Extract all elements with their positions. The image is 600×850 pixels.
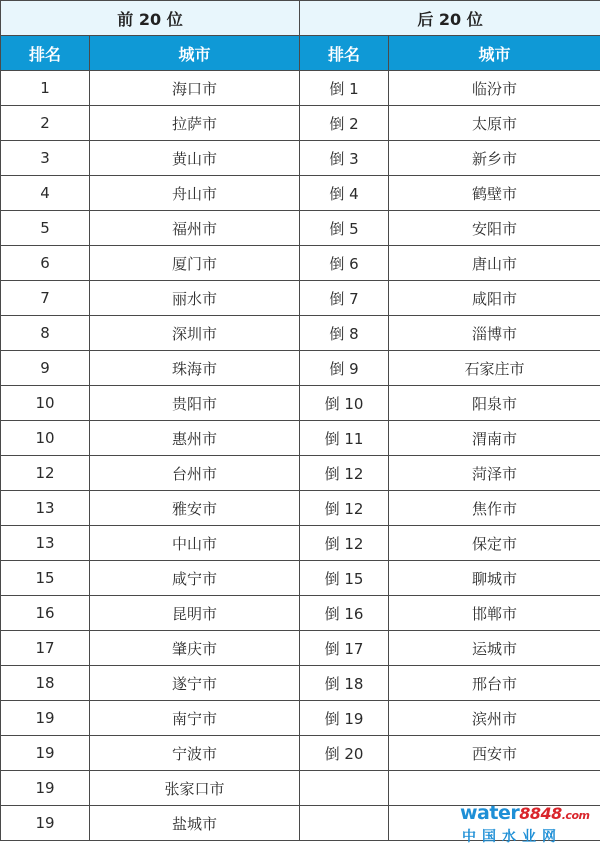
bottom-city-cell: 鹤壁市	[389, 176, 600, 211]
top-rank-cell: 13	[1, 526, 90, 561]
top-city-cell: 张家口市	[90, 771, 300, 806]
top-city-cell: 咸宁市	[90, 561, 300, 596]
bottom-city-cell: 邯郸市	[389, 596, 600, 631]
bottom-city-cell: 临汾市	[389, 71, 600, 106]
watermark-brand-cn: 中国水业网	[462, 829, 562, 845]
top-city-cell: 贵阳市	[90, 386, 300, 421]
table-row	[1, 736, 600, 771]
bottom-rank-cell: 倒 20	[300, 736, 389, 771]
top-city-cell: 福州市	[90, 211, 300, 246]
ranking-table-body	[1, 71, 600, 841]
group-header-row	[1, 1, 600, 36]
bottom-city-cell: 保定市	[389, 526, 600, 561]
top-city-cell: 南宁市	[90, 701, 300, 736]
top-rank-cell: 10	[1, 421, 90, 456]
bottom-rank-cell	[300, 771, 389, 806]
top-rank-cell: 2	[1, 106, 90, 141]
top-city-cell: 惠州市	[90, 421, 300, 456]
top-rank-cell: 19	[1, 806, 90, 841]
top-rank-cell: 19	[1, 736, 90, 771]
bottom-rank-cell: 倒 6	[300, 246, 389, 281]
table-row	[1, 316, 600, 351]
bottom-rank-cell	[300, 806, 389, 841]
table-row	[1, 631, 600, 666]
bottom-city-cell: 阳泉市	[389, 386, 600, 421]
table-row	[1, 491, 600, 526]
top-city-cell: 雅安市	[90, 491, 300, 526]
bottom-city-column-header: 城市	[389, 36, 600, 71]
top-rank-cell: 17	[1, 631, 90, 666]
bottom-rank-cell: 倒 5	[300, 211, 389, 246]
bottom-rank-cell: 倒 17	[300, 631, 389, 666]
table-row	[1, 141, 600, 176]
top-rank-cell: 12	[1, 456, 90, 491]
table-row	[1, 596, 600, 631]
bottom-city-cell: 唐山市	[389, 246, 600, 281]
top-rank-column-header: 排名	[1, 36, 90, 71]
table-row	[1, 71, 600, 106]
top-rank-cell: 6	[1, 246, 90, 281]
top-rank-cell: 9	[1, 351, 90, 386]
top-city-cell: 舟山市	[90, 176, 300, 211]
top-rank-cell: 18	[1, 666, 90, 701]
bottom-rank-cell: 倒 18	[300, 666, 389, 701]
bottom-rank-cell: 倒 12	[300, 526, 389, 561]
table-row	[1, 211, 600, 246]
bottom-rank-cell: 倒 12	[300, 456, 389, 491]
top-rank-cell: 15	[1, 561, 90, 596]
table-row	[1, 386, 600, 421]
bottom-rank-cell: 倒 7	[300, 281, 389, 316]
water8848-watermark-logo	[460, 802, 592, 846]
bottom-rank-cell: 倒 1	[300, 71, 389, 106]
top-rank-cell: 4	[1, 176, 90, 211]
bottom-rank-cell: 倒 11	[300, 421, 389, 456]
bottom-city-cell: 滨州市	[389, 701, 600, 736]
bottom-city-cell: 咸阳市	[389, 281, 600, 316]
bottom-20-header: 后 20 位	[300, 1, 600, 36]
top-rank-cell: 7	[1, 281, 90, 316]
top-rank-cell: 3	[1, 141, 90, 176]
top-rank-cell: 1	[1, 71, 90, 106]
top-city-cell: 丽水市	[90, 281, 300, 316]
table-row	[1, 246, 600, 281]
bottom-rank-cell: 倒 3	[300, 141, 389, 176]
table-row	[1, 456, 600, 491]
bottom-city-cell: 运城市	[389, 631, 600, 666]
top-rank-cell: 5	[1, 211, 90, 246]
table-row	[1, 771, 600, 806]
bottom-rank-cell: 倒 2	[300, 106, 389, 141]
bottom-city-cell: 安阳市	[389, 211, 600, 246]
top-city-cell: 厦门市	[90, 246, 300, 281]
top-rank-cell: 8	[1, 316, 90, 351]
bottom-city-cell: 渭南市	[389, 421, 600, 456]
table-row	[1, 526, 600, 561]
bottom-city-cell: 焦作市	[389, 491, 600, 526]
table-row	[1, 351, 600, 386]
top-city-cell: 遂宁市	[90, 666, 300, 701]
table-row	[1, 666, 600, 701]
bottom-city-cell: 石家庄市	[389, 351, 600, 386]
top-city-cell: 昆明市	[90, 596, 300, 631]
top-rank-cell: 19	[1, 771, 90, 806]
bottom-rank-cell: 倒 8	[300, 316, 389, 351]
bottom-rank-cell: 倒 16	[300, 596, 389, 631]
bottom-city-cell: 聊城市	[389, 561, 600, 596]
table-row	[1, 281, 600, 316]
top-city-cell: 宁波市	[90, 736, 300, 771]
top-city-cell: 肇庆市	[90, 631, 300, 666]
bottom-city-cell: 菏泽市	[389, 456, 600, 491]
top-city-cell: 深圳市	[90, 316, 300, 351]
table-row	[1, 421, 600, 456]
bottom-city-cell: 太原市	[389, 106, 600, 141]
bottom-rank-cell: 倒 10	[300, 386, 389, 421]
top-rank-cell: 19	[1, 701, 90, 736]
top-city-cell: 黄山市	[90, 141, 300, 176]
bottom-rank-cell: 倒 9	[300, 351, 389, 386]
bottom-city-cell: 新乡市	[389, 141, 600, 176]
bottom-rank-cell: 倒 4	[300, 176, 389, 211]
top-city-cell: 台州市	[90, 456, 300, 491]
bottom-city-cell: 西安市	[389, 736, 600, 771]
top-city-cell: 海口市	[90, 71, 300, 106]
bottom-city-cell	[389, 771, 600, 806]
bottom-city-cell: 淄博市	[389, 316, 600, 351]
top-city-column-header: 城市	[90, 36, 300, 71]
table-row	[1, 701, 600, 736]
top-city-cell: 珠海市	[90, 351, 300, 386]
top-city-cell: 拉萨市	[90, 106, 300, 141]
bottom-rank-cell: 倒 19	[300, 701, 389, 736]
table-row	[1, 561, 600, 596]
top-city-cell: 中山市	[90, 526, 300, 561]
table-row	[1, 176, 600, 211]
bottom-city-cell: 邢台市	[389, 666, 600, 701]
watermark-brand-num: 8848	[519, 804, 562, 823]
top-city-cell: 盐城市	[90, 806, 300, 841]
table-row	[1, 106, 600, 141]
top-20-header: 前 20 位	[1, 1, 300, 36]
top-rank-cell: 10	[1, 386, 90, 421]
watermark-brand-en: water	[460, 802, 520, 824]
column-header-row	[1, 36, 600, 71]
bottom-rank-cell: 倒 15	[300, 561, 389, 596]
watermark-brand-suffix: .com	[561, 809, 590, 822]
top-rank-cell: 16	[1, 596, 90, 631]
bottom-rank-cell: 倒 12	[300, 491, 389, 526]
bottom-rank-column-header: 排名	[300, 36, 389, 71]
top-rank-cell: 13	[1, 491, 90, 526]
